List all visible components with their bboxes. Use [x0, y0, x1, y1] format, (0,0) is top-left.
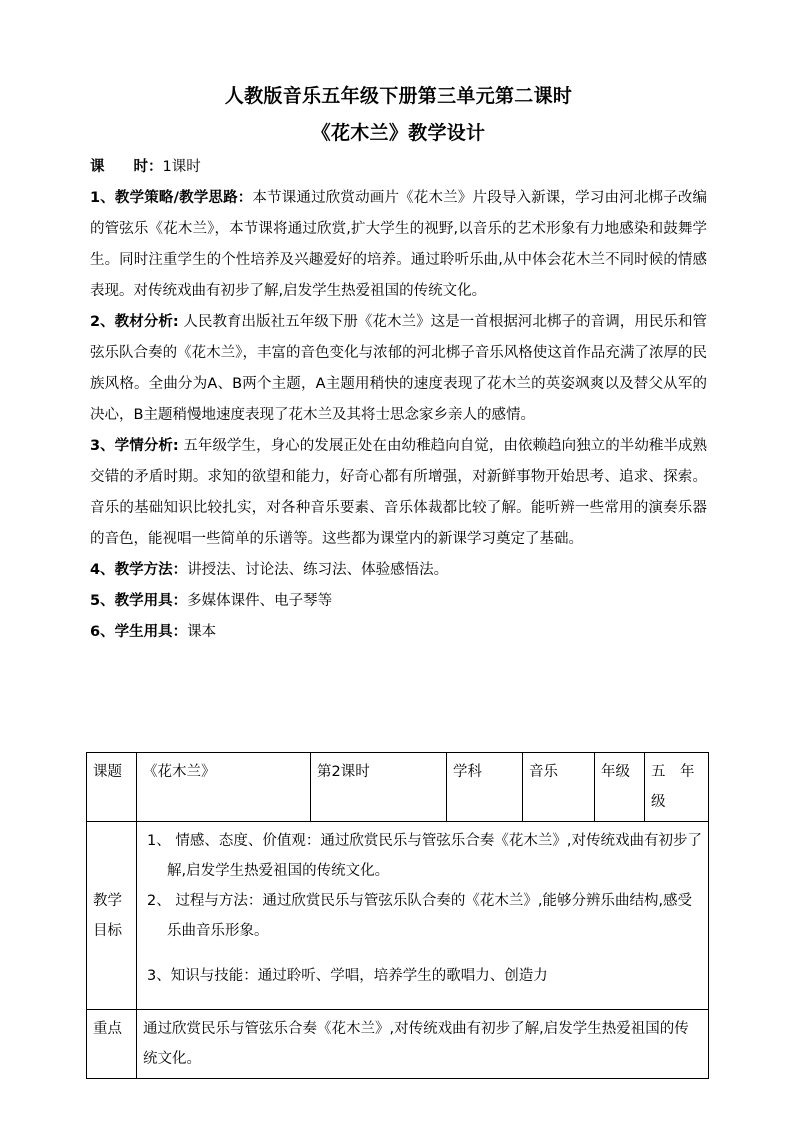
section-text: 讲授法、讨论法、练习法、体验感悟法。 — [187, 562, 449, 578]
period-cell: 第2课时 — [311, 753, 447, 822]
grade-label-cell: 年级 — [595, 753, 645, 822]
section-text: 1课时 — [162, 159, 201, 175]
section-teaching-methods — [90, 555, 707, 586]
section-class-hours — [90, 152, 707, 183]
lesson-plan-table — [86, 752, 709, 1079]
section-text: 课本 — [187, 624, 217, 640]
subject-cell: 音乐 — [523, 753, 595, 822]
document-subtitle: 《花木兰》教学设计 — [311, 122, 486, 144]
goals-cell — [137, 822, 709, 1010]
table-row — [87, 1010, 709, 1079]
section-key: 2、教材分析: — [90, 314, 179, 330]
goal-item: 2、 过程与方法：通过欣赏民乐与管弦乐队合奏的《花木兰》,能够分辨乐曲结构,感受乐曲音乐形象。 — [147, 893, 693, 939]
goal-item: 1、 情感、态度、价值观：通过欣赏民乐与管弦乐合奏《花木兰》,对传统戏曲有初步了解,启发学生热爱祖国的传统文化。 — [147, 833, 702, 879]
section-key: 6、学生用具： — [90, 624, 188, 640]
topic-cell: 《花木兰》 — [137, 753, 311, 822]
section-student-analysis — [90, 431, 707, 555]
section-text: 人民教育出版社五年级下册《花木兰》这是一首根据河北梆子的音调，用民乐和管弦乐队合奏的《花木兰》，丰富的音色变化与浓郁的河北梆子音乐风格使这首作品充满了浓厚的民族风格。全曲分为A、B两个主题，A主题用稍快的速度表现了花木兰的英姿飒爽以及替父从军的决心，B主题稍慢地速度表现了花木兰及其将士思念家乡亲人的感情。 — [90, 314, 708, 423]
section-teaching-tools — [90, 586, 707, 617]
section-key: 课 时： — [90, 159, 163, 175]
topic-label-cell: 课题 — [87, 753, 137, 822]
table-row — [87, 822, 709, 1010]
focus-cell: 通过欣赏民乐与管弦乐合奏《花木兰》,对传统戏曲有初步了解,启发学生热爱祖国的传统文化。 — [137, 1010, 709, 1079]
section-key: 5、教学用具： — [90, 593, 188, 609]
section-key: 3、学情分析: — [90, 438, 179, 454]
section-material-analysis — [90, 307, 707, 431]
section-text: 本节课通过欣赏动画片《花木兰》片段导入新课，学习由河北梆子改编的管弦乐《花木兰》，本节课将通过欣赏,扩大学生的视野,以音乐的艺术形象有力地感染和鼓舞学生。同时注重学生的个性培养及兴趣爱好的培养。通过聆听乐曲,从中体会花木兰不同时候的情感表现。对传统戏曲有初步了解,启发学生热爱祖国的传统文化。 — [90, 190, 707, 299]
section-key: 4、教学方法： — [90, 562, 188, 578]
section-key: 1、教学策略/教学思路： — [90, 190, 253, 206]
document-page — [90, 78, 707, 648]
section-text: 五年级学生，身心的发展正处在由幼稚趋向自觉，由依赖趋向独立的半幼稚半成熟交错的矛盾时期。求知的欲望和能力，好奇心都有所增强，对新鲜事物开始思考、追求、探索。音乐的基础知识比较扎实，对各种音乐要素、音乐体裁都比较了解。能听辨一些常用的演奏乐器的音色，能视唱一些简单的乐谱等。这些都为课堂内的新课学习奠定了基础。 — [90, 438, 708, 547]
goal-item: 3、知识与技能：通过聆听、学唱，培养学生的歌唱力、创造力 — [147, 967, 548, 984]
subject-label-cell: 学科 — [447, 753, 523, 822]
document-title: 人教版音乐五年级下册第三单元第二课时 — [224, 85, 573, 107]
table-row — [87, 753, 709, 822]
focus-label-cell: 重点 — [87, 1010, 137, 1079]
section-teaching-strategy — [90, 183, 707, 307]
grade-cell: 五 年级 — [645, 753, 709, 822]
section-student-tools — [90, 617, 707, 648]
goals-label-cell: 教学目标 — [87, 822, 137, 1010]
section-text: 多媒体课件、电子琴等 — [187, 593, 333, 609]
